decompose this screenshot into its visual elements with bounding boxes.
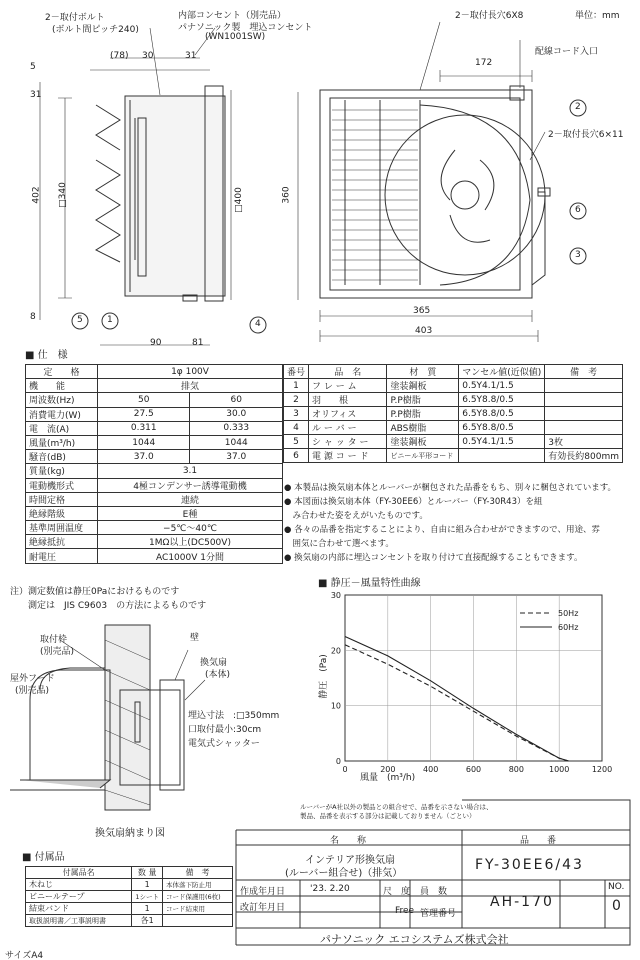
callout-1: 1 (107, 315, 113, 325)
fan-body-label: 換気扇 (200, 658, 228, 668)
table-cell: 0.5Y4.1/1.5 (459, 435, 545, 449)
table-cell: P.P樹脂 (387, 393, 459, 407)
table-cell: コード保護用(6枚) (163, 891, 233, 903)
table-cell: コード結束用 (163, 903, 233, 915)
bullet-2: ● 本図面は換気扇本体（FY-30EE6）とルーバー（FY-30R43）を組 (284, 497, 543, 507)
table-cell: 1044 (98, 435, 190, 449)
table-cell: 塗装鋼板 (387, 379, 459, 393)
spec-title-text: 仕 様 (37, 350, 68, 361)
chart-series-line-60Hz (345, 637, 569, 762)
table-cell (459, 449, 545, 463)
pressure-flow-chart (331, 591, 612, 774)
table-row (284, 435, 623, 449)
fan-body-sub: (本体) (205, 670, 231, 680)
name-line-2: (ルーバー組合せ)（排気） (285, 868, 403, 879)
table-cell: 3.1 (98, 464, 283, 478)
table-cell: 6.5Y8.8/0.5 (459, 393, 545, 407)
chart-xtick-label: 200 (380, 765, 396, 774)
table-cell: 電 源 コ ー ド (309, 449, 387, 463)
table-row (26, 450, 283, 464)
table-row (284, 393, 623, 407)
table-cell (545, 407, 623, 421)
spec-table (25, 364, 283, 564)
table-cell (545, 379, 623, 393)
table-row (26, 535, 283, 549)
table-row (26, 435, 283, 449)
table-cell: 連続 (98, 492, 283, 506)
chart-xtick-label: 1000 (548, 765, 570, 774)
table-cell: ル ー バ ー (309, 421, 387, 435)
table-cell: 50 (98, 393, 190, 407)
outlet-model-label: (WN1001SW) (205, 32, 266, 42)
table-cell: フ レ ー ム (309, 379, 387, 393)
bullet-5: 囲気に合わせて選べます。 (284, 539, 394, 549)
company-name: パナソニック エコシステムズ株式会社 (320, 933, 509, 946)
chart-legend-label: 60Hz (558, 623, 579, 632)
table-cell: 6.5Y8.8/0.5 (459, 421, 545, 435)
table-cell: 6.5Y8.8/0.5 (459, 407, 545, 421)
table-cell: AC1000V 1分間 (98, 549, 283, 563)
dim-30: 30 (142, 51, 154, 61)
table-cell: 1044 (190, 435, 283, 449)
table-cell: E種 (98, 506, 283, 520)
no-value: 0 (612, 898, 623, 914)
dim-8: 8 (30, 312, 36, 322)
table-cell: 機 能 (26, 379, 98, 393)
cord-inlet-label: 配線コード入口 (535, 47, 599, 57)
table-cell: 各1 (132, 915, 163, 927)
table-row (26, 379, 283, 393)
mount-frame-label: 取付枠 (40, 635, 68, 645)
table-cell: 基準周囲温度 (26, 521, 98, 535)
table-cell: 有効長約800mm (545, 449, 623, 463)
table-cell: −5℃〜40℃ (98, 521, 283, 535)
table-cell: 周波数(Hz) (26, 393, 98, 407)
dim-400: □400 (233, 187, 244, 213)
table-cell: P.P樹脂 (387, 407, 459, 421)
table-header: 品 名 (309, 365, 387, 379)
measure-note-2: 測定は JIS C9603 の方法によるものです (10, 601, 207, 611)
chart-ytick-label: 20 (330, 646, 341, 656)
chart-ytick-label: 30 (330, 591, 341, 600)
chart-title: ■ 静圧－風量特性曲線 (318, 578, 421, 589)
table-cell: 耐電圧 (26, 549, 98, 563)
table-row (26, 903, 233, 915)
table-row (26, 867, 233, 879)
chart-ylabel: 静圧 (Pa) (318, 654, 329, 699)
table-cell: 取扱説明書／工事説明書 (26, 915, 132, 927)
table-cell: 騒音(dB) (26, 450, 98, 464)
holes-6x8-label: 2－取付長穴6X8 (455, 11, 524, 21)
table-row (26, 393, 283, 407)
chart-xtick-label: 400 (423, 765, 439, 774)
table-row (26, 421, 283, 435)
accessories-title-text: 付属品 (34, 852, 65, 863)
chart-xlabel: 風量 (m³/h) (360, 773, 416, 783)
callout-3: 3 (575, 250, 581, 260)
table-cell: シ ャ ッ タ ー (309, 435, 387, 449)
table-header: マンセル値(近似値) (459, 365, 545, 379)
table-cell: 4 (284, 421, 309, 435)
chart-series-line-50Hz (345, 645, 569, 761)
callout-5: 5 (77, 315, 83, 325)
mount-frame-sub: (別売品) (40, 647, 75, 657)
created-date: '23. 2.20 (310, 884, 350, 894)
table-cell: 1MΩ以上(DC500V) (98, 535, 283, 549)
chart-note-2: 製品、品番を表示する部分は記載しておりません（ごとい） (300, 812, 476, 820)
bullet-3: み合わせた姿をえがいたものです。 (284, 511, 428, 521)
dim-340: □340 (57, 182, 68, 208)
table-cell: 定 格 (26, 365, 98, 379)
table-cell: 電動機形式 (26, 478, 98, 492)
chart-note-1: ルーバーがA社以外の製品との組合せで、品番を示さない場合は、 (300, 803, 493, 811)
table-cell: 37.0 (98, 450, 190, 464)
table-cell: 4極コンデンサー誘導電動機 (98, 478, 283, 492)
table-row (26, 521, 283, 535)
chart-xtick-label: 1200 (591, 765, 613, 774)
dim-90: 90 (150, 338, 162, 348)
table-cell: 絶縁階級 (26, 506, 98, 520)
table-row (26, 879, 233, 891)
wall-label: 壁 (190, 633, 200, 643)
table-cell: 木ねじ (26, 879, 132, 891)
table-cell: 60 (190, 393, 283, 407)
mount-bolt-label: 2－取付ボルト (45, 13, 105, 23)
table-row (26, 549, 283, 563)
table-cell: 1φ 100V (98, 365, 283, 379)
model-number: FY-30EE6/43 (475, 857, 584, 873)
table-cell: 6 (284, 449, 309, 463)
bullet-1: ● 本製品は換気扇本体とルーバーが梱包された品番をもち、別々に梱包されています。 (284, 483, 617, 493)
dim-403: 403 (415, 326, 433, 336)
callout-4: 4 (255, 319, 261, 329)
table-cell: 時間定格 (26, 492, 98, 506)
table-row (284, 407, 623, 421)
table-cell: 排気 (98, 379, 283, 393)
dim-5: 5 (30, 62, 36, 72)
dim-365: 365 (413, 306, 431, 316)
table-row (26, 891, 233, 903)
table-row (26, 915, 233, 927)
accessories-table (25, 866, 233, 927)
table-cell: 2 (284, 393, 309, 407)
table-cell: 1 (284, 379, 309, 393)
outlet-maker-label: パナソニック製 埋込コンセント (178, 23, 313, 33)
table-row (26, 407, 283, 421)
parts-table (283, 364, 623, 463)
table-cell: 本体落下防止用 (163, 879, 233, 891)
dim-402: 402 (31, 186, 42, 204)
holes-6x11-label: 2－取付長穴6×11 (548, 130, 624, 140)
table-header: 備 考 (545, 365, 623, 379)
chart-title-text: 静圧－風量特性曲線 (330, 578, 421, 589)
unit-label: 単位：mm (575, 11, 620, 21)
callout-6: 6 (575, 205, 581, 215)
table-cell: 0.5Y4.1/1.5 (459, 379, 545, 393)
chart-xtick-label: 800 (508, 765, 524, 774)
revised-label: 改訂年月日 (240, 903, 286, 913)
table-row (26, 478, 283, 492)
table-cell: 30.0 (190, 407, 283, 421)
dim-31b: 31 (30, 90, 42, 100)
no-label: NO. (608, 882, 625, 892)
table-cell: 1 (132, 879, 163, 891)
dim-31a: 31 (185, 51, 197, 61)
table-header: 備 考 (163, 867, 233, 879)
table-row (26, 365, 283, 379)
table-cell: 5 (284, 435, 309, 449)
table-cell: 風量(m³/h) (26, 435, 98, 449)
table-cell: 質量(kg) (26, 464, 98, 478)
table-row (26, 464, 283, 478)
opening-1: 埋込寸法 :□350mm (188, 711, 280, 721)
table-row (26, 492, 283, 506)
chart-ytick-label: 10 (330, 701, 341, 711)
table-row (284, 379, 623, 393)
table-row (284, 421, 623, 435)
table-cell: 37.0 (190, 450, 283, 464)
table-cell: オリフィス (309, 407, 387, 421)
accessories-title: ■ 付属品 (22, 852, 65, 863)
table-cell (545, 393, 623, 407)
table-row (284, 449, 623, 463)
table-cell: 0.333 (190, 421, 283, 435)
bolt-pitch-label: (ボルト間ピッチ240) (52, 25, 139, 35)
chart-legend-label: 50Hz (558, 609, 579, 618)
inner-outlet-label: 内部コンセント（別売品） (178, 11, 287, 21)
table-cell (163, 915, 233, 927)
hood-label: 屋外フード (10, 674, 55, 684)
name-line-1: インテリア形換気扇 (305, 855, 395, 866)
table-cell: ビニール平形コード (387, 449, 459, 463)
hood-sub: (別売品) (15, 686, 50, 696)
table-cell: ビニールテープ (26, 891, 132, 903)
dim-360: 360 (281, 186, 292, 204)
table-cell: 1シート (132, 891, 163, 903)
table-header: 付属品名 (26, 867, 132, 879)
table-cell: 3 (284, 407, 309, 421)
table-header: 材 質 (387, 365, 459, 379)
table-cell: ABS樹脂 (387, 421, 459, 435)
bullet-6: ● 換気扇の内部に埋込コンセントを取り付けて直接配線することもできます。 (284, 553, 583, 563)
table-cell: 結束バンド (26, 903, 132, 915)
opening-2: 口取付最小:30cm (188, 725, 262, 735)
paper-size: サイズA4 (5, 951, 44, 960)
dim-172: 172 (475, 58, 493, 68)
chart-ytick-label: 0 (335, 757, 341, 766)
created-label: 作成年月日 (240, 887, 286, 897)
table-header: 数 量 (132, 867, 163, 879)
table-cell: 電 流(A) (26, 421, 98, 435)
chart-xtick-label: 0 (342, 765, 348, 774)
bullet-4: ● 各々の品番を指定することにより、自由に組み合わせができますので、用途、雰 (284, 525, 600, 535)
table-cell: 絶縁抵抗 (26, 535, 98, 549)
name-label: 名 称 (330, 836, 367, 846)
mgmt-label: 管理番号 (420, 909, 457, 919)
section-title: 換気扇納まり図 (95, 828, 165, 839)
dim-78: (78) (110, 51, 129, 61)
qty-label: 員 数 (420, 887, 448, 897)
table-cell (545, 421, 623, 435)
chart-xtick-label: 600 (465, 765, 482, 774)
table-cell: 27.5 (98, 407, 190, 421)
mgmt-number: AH-170 (490, 894, 554, 910)
table-cell: 消費電力(W) (26, 407, 98, 421)
model-label: 品 番 (520, 836, 557, 846)
table-cell: 羽 根 (309, 393, 387, 407)
table-row (26, 506, 283, 520)
table-row (284, 365, 623, 379)
spec-title: ■ 仕 様 (25, 350, 68, 361)
scale-label: 尺 度 (383, 887, 411, 897)
opening-3: 電気式シャッター (188, 739, 260, 749)
table-cell: 1 (132, 903, 163, 915)
table-cell: 3枚 (545, 435, 623, 449)
callout-2: 2 (575, 102, 581, 112)
scale-value: Free (395, 906, 415, 916)
table-cell: 塗装鋼板 (387, 435, 459, 449)
table-header: 番号 (284, 365, 309, 379)
measure-note-1: 注）測定数値は静圧0Paにおけるものです (10, 587, 180, 597)
dim-81: 81 (192, 338, 204, 348)
table-cell: 0.311 (98, 421, 190, 435)
